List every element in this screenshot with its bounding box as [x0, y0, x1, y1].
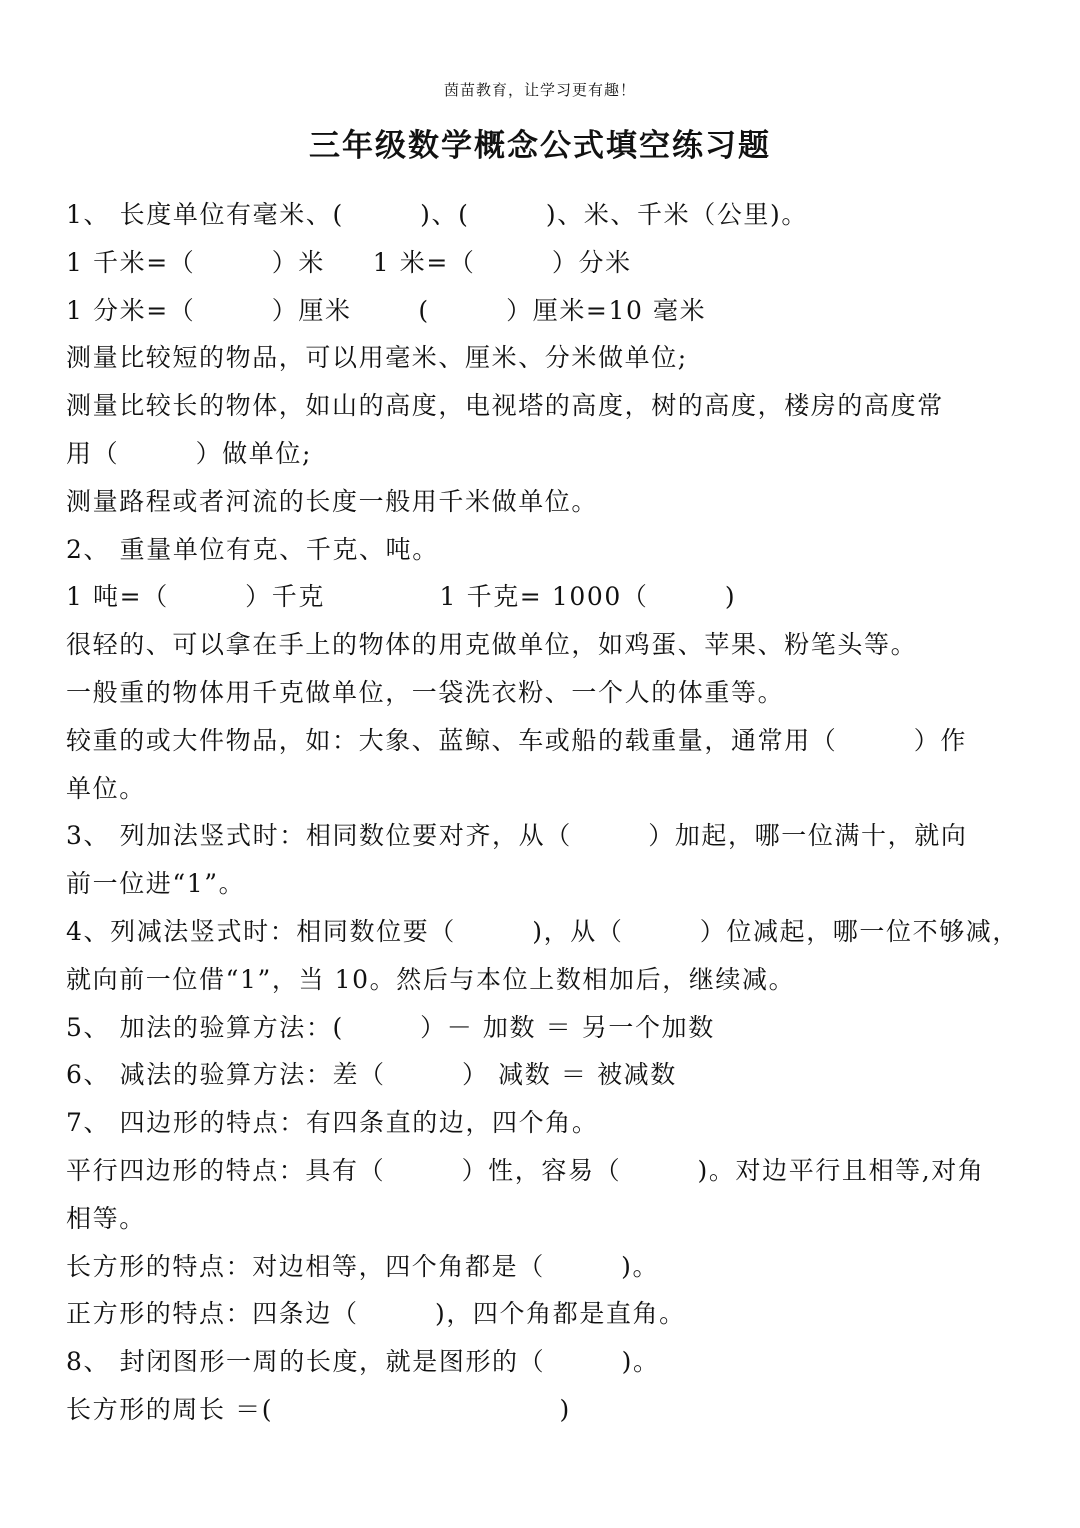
text-line: 2、 重量单位有克、千克、吨。: [66, 534, 439, 564]
text-line: 4、列减法竖式时：相同数位要（ )，从（ ）位减起，哪一位不够减，: [66, 916, 1020, 946]
text-line: 1 分米=（ ）厘米 ( ）厘米=10 毫米: [66, 295, 707, 325]
text-line: 1、 长度单位有毫米、( )、( )、米、千米（公里)。: [66, 200, 808, 229]
header-note: 茵苗教育，让学习更有趣！: [443, 81, 636, 99]
worksheet-body: [66, 191, 1026, 1434]
page-title: 三年级数学概念公式填空练习题: [309, 128, 771, 164]
text-line: 5、 加法的验算方法：( ）－ 加数 ＝ 另一个加数: [66, 1012, 715, 1042]
text-line: 3、 列加法竖式时：相同数位要对齐，从（ ）加起，哪一位满十，就向: [66, 821, 968, 851]
text-line: 长方形的特点：对边相等，四个角都是（ )。: [66, 1251, 660, 1281]
text-line: 单位。: [66, 773, 146, 803]
text-line: 1 千米=（ ）米 1 米=（ ）分米: [66, 247, 632, 277]
text-line: 测量比较短的物品，可以用毫米、厘米、分米做单位;: [66, 343, 688, 373]
text-line: 测量路程或者河流的长度一般用千米做单位。: [66, 486, 599, 516]
text-line: 测量比较长的物体，如山的高度，电视塔的高度，树的高度，楼房的高度常: [66, 391, 944, 421]
text-line: 6、 减法的验算方法：差（ ） 减数 ＝ 被减数: [66, 1060, 677, 1090]
text-line: 一般重的物体用千克做单位，一袋洗衣粉、一个人的体重等。: [66, 677, 785, 707]
text-line: 8、 封闭图形一周的长度，就是图形的（ )。: [66, 1347, 660, 1377]
text-line: 正方形的特点：四条边（ )，四个角都是直角。: [66, 1299, 686, 1329]
text-line: 1 吨=（ ）千克 1 千克= 1000（ ): [66, 582, 737, 612]
text-line: 长方形的周长 ＝( ): [66, 1394, 571, 1424]
text-line: 就向前一位借“1”，当 10。然后与本位上数相加后，继续减。: [66, 964, 796, 994]
text-line: 较重的或大件物品，如：大象、蓝鲸、车或船的载重量，通常用（ ）作: [66, 725, 967, 755]
text-line: 平行四边形的特点：具有（ ）性，容易（ )。对边平行且相等,对角: [66, 1155, 985, 1185]
text-line: 相等。: [66, 1203, 146, 1233]
text-line: 7、 四边形的特点：有四条直的边，四个角。: [66, 1108, 599, 1138]
text-line: 用（ ）做单位;: [66, 438, 312, 468]
text-line: 很轻的、可以拿在手上的物体的用克做单位，如鸡蛋、苹果、粉笔头等。: [66, 630, 918, 660]
text-line: 前一位进“1”。: [66, 869, 246, 899]
